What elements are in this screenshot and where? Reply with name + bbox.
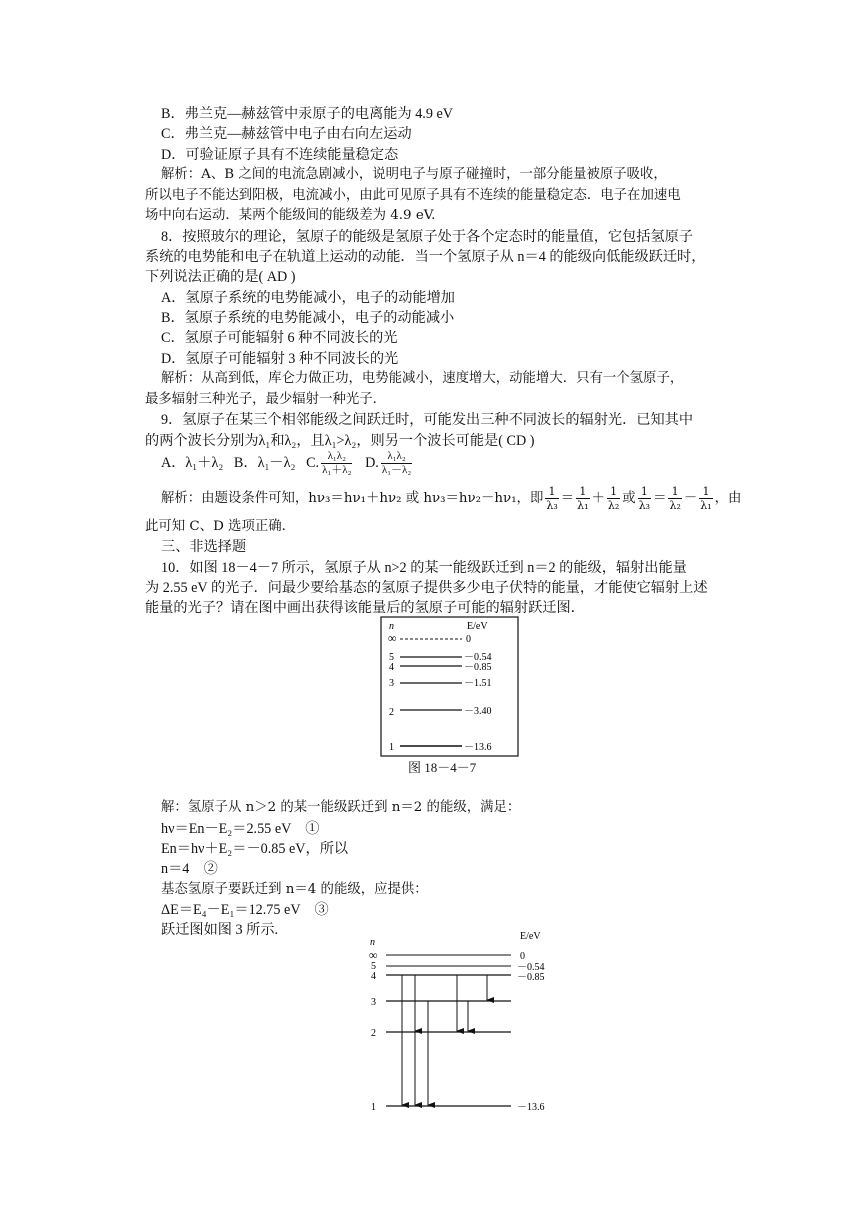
figure1-level-e: －1.51 xyxy=(464,678,492,689)
q8-stem-line3: 下列说法正确的是( AD ) xyxy=(145,269,296,285)
q9-option-c-fraction: $\frac{\text{λ₁λ₂}}{\text{λ₁＋λ₂}}$ xyxy=(322,450,352,477)
figure2-level-n: 4 xyxy=(371,971,376,982)
q9-stem-line1: 9．氢原子在某三个相邻能级之间跃迁时，可能发出三种不同波长的辐射光．已知其中 xyxy=(161,412,694,428)
q8-stem-line2: 系统的电势能和电子在轨道上运动的动能．当一个氢原子从 n＝4 的能级向低能级跃迁时， xyxy=(145,249,706,265)
q8-option-d: D．氢原子可能辐射 3 种不同波长的光 xyxy=(161,351,399,367)
figure2-level-n: 2 xyxy=(371,1028,376,1039)
q9-option-d-fraction: $\frac{\text{λ₁λ₂}}{\text{λ₁－λ₂}}$ xyxy=(381,450,412,477)
q8-option-a: A．氢原子系统的电势能减小，电子的动能增加 xyxy=(161,290,455,306)
q7-analysis-line3: 场中向右运动．某两个能级间的能级差为 4.9 eV. xyxy=(145,208,436,223)
figure2-level-n: 3 xyxy=(371,997,376,1008)
solution-line1: 解：氢原子从 n＞2 的某一能级跃迁到 n＝2 的能级，满足： xyxy=(161,800,521,815)
q9-option-b: B．λ₁－λ₂ xyxy=(233,455,296,471)
q8-analysis-line2: 最多辐射三种光子，最少辐射一种光子． xyxy=(145,392,387,407)
figure2-level-e: －0.54 xyxy=(517,962,545,973)
q8-option-c: C．氢原子可能辐射 6 种不同波长的光 xyxy=(161,330,398,346)
solution-line6: ΔE＝E₄－E₁＝12.75 eV ③ xyxy=(161,902,329,918)
figure1-level-n: ∞ xyxy=(388,631,397,645)
q7-analysis-line2: 所以电子不能达到阳极，电流减小，由此可见原子具有不连续的能量稳定态．电子在加速电 xyxy=(145,188,681,203)
q9-option-a: A．λ₁＋λ₂ xyxy=(161,455,224,471)
figure1-level-e: －3.40 xyxy=(464,706,492,717)
figure2-level-e: －13.6 xyxy=(517,1102,545,1113)
figure2-level-n: 5 xyxy=(371,961,376,972)
figure2-level-n: ∞ xyxy=(369,948,378,962)
solution-line3: En＝hν＋E₂＝－0.85 eV，所以 xyxy=(161,841,349,857)
q8-option-b: B．氢原子系统的电势能减小，电子的动能减小 xyxy=(161,310,455,326)
solution-line4: n＝4 ② xyxy=(161,861,218,877)
figure1-level-e: －0.85 xyxy=(464,662,492,673)
figure2-level-n: 1 xyxy=(371,1102,376,1113)
q9-stem-line2: 的两个波长分别为λ₁和λ₂，且λ₁>λ₂，则另一个波长可能是( CD ) xyxy=(145,433,535,449)
q10-stem-line1: 10．如图 18－4－7 所示，氢原子从 n>2 的某一能级跃迁到 n＝2 的能级，辐射出能量 xyxy=(161,560,687,576)
energy-level-figure xyxy=(380,616,520,758)
q9-option-c-label: C. xyxy=(306,455,320,471)
figure-caption: 图 18－4－7 xyxy=(408,760,477,775)
figure2-level-e: －0.85 xyxy=(517,972,545,983)
solution-line2: hν＝En－E₂＝2.55 eV ① xyxy=(161,821,320,837)
transition-diagram xyxy=(360,925,590,1125)
q9-options xyxy=(161,450,414,477)
figure1-level-n: 5 xyxy=(389,652,394,663)
figure1-level-e: －0.54 xyxy=(464,652,492,663)
q7-option-d: D．可验证原子具有不连续能量稳定态 xyxy=(161,147,399,163)
figure2-n-header: n xyxy=(370,937,375,948)
figure2-level-e: 0 xyxy=(520,951,525,962)
q10-stem-line2: 为 2.55 eV 的光子．问最少要给基态的氢原子提供多少电子伏特的能量，才能使它辐射上述 xyxy=(145,580,708,596)
section-title: 三、非选择题 xyxy=(161,539,247,555)
figure1-level-e: －13.6 xyxy=(464,742,492,753)
figure1-level-n: 3 xyxy=(389,678,394,689)
q9-analysis-line1: 解析：由题设条件可知，hν₃＝hν₁＋hν₂ 或 hν₃＝hν₂－hν₁，即 $\frac{1}{\text{λ₃}}$ ＝ $\frac{1}{\text{λ₁}}$ ＋ $\frac{1}{\text{λ₂}}$ 或 $\frac{1}{\text{λ₃}}$ ＝ $\frac{1}{\text{λ₂}}$ － $\frac{1}{\text{λ₁}}$ ，由 xyxy=(161,485,742,512)
figure-frame xyxy=(381,617,518,756)
figure1-level-e: 0 xyxy=(466,634,471,645)
figure1-n-header: n xyxy=(389,621,394,632)
q9-option-d-label: D. xyxy=(365,455,379,471)
q7-option-c: C．弗兰克—赫兹管中电子由右向左运动 xyxy=(161,126,412,142)
q8-stem-line1: 8．按照玻尔的理论，氢原子的能级是氢原子处于各个定态时的能量值，它包括氢原子 xyxy=(161,229,694,245)
figure1-level-n: 1 xyxy=(389,742,394,753)
q10-stem-line3: 能量的光子？请在图中画出获得该能量后的氢原子可能的辐射跃迁图． xyxy=(145,600,585,616)
q7-analysis-line1: 解析：A、B 之间的电流急剧减小，说明电子与原子碰撞时，一部分能量被原子吸收， xyxy=(161,167,667,182)
q7-option-b: B．弗兰克—赫兹管中汞原子的电离能为 4.9 eV xyxy=(161,106,454,122)
figure1-e-header: E/eV xyxy=(467,621,488,632)
figure1-level-n: 2 xyxy=(389,707,394,718)
solution-line7: 跃迁图如图 3 所示. xyxy=(161,922,279,938)
q9-analysis-line2: 此可知 C、D 选项正确． xyxy=(145,519,296,534)
solution-line5: 基态氢原子要跃迁到 n＝4 的能级，应提供： xyxy=(161,882,428,897)
q8-analysis-line1: 解析：从高到低，库仑力做正功，电势能减小，速度增大，动能增大．只有一个氢原子， xyxy=(161,371,684,386)
figure2-e-header: E/eV xyxy=(520,931,541,942)
figure1-level-n: 4 xyxy=(389,662,394,673)
